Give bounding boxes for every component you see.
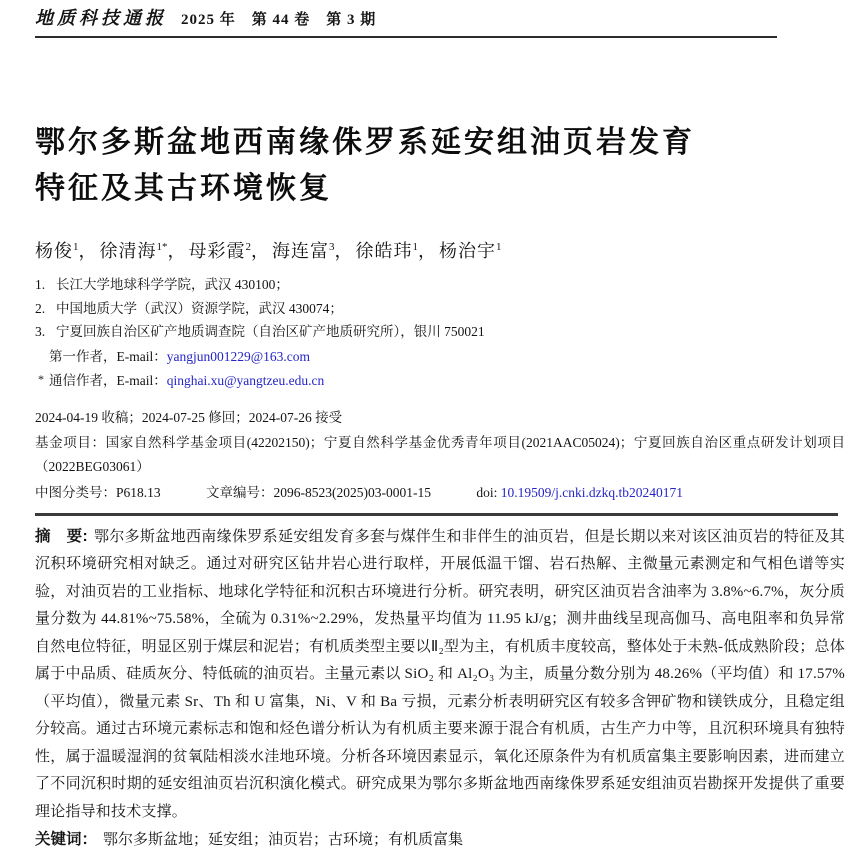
first-author-email-link[interactable]: yangjun001229@163.com <box>166 348 311 364</box>
note-label: 第一作者，E-mail： <box>49 348 167 364</box>
affiliation-number: 2. <box>35 300 46 316</box>
author-affil-mark: 2 <box>245 241 251 253</box>
affiliation-text: 宁夏回族自治区矿产地质调查院（自治区矿产地质研究所），银川 750021 <box>56 324 485 339</box>
funding-statement <box>35 431 845 480</box>
author-name: 徐清海 <box>99 241 157 261</box>
doi-link[interactable]: 10.19509/j.cnki.dzkq.tb20240171 <box>500 484 684 500</box>
author-name: 海连富 <box>272 241 329 261</box>
abstract-text: 鄂尔多斯盆地西南缘侏罗系延安组发育多套与煤伴生和非伴生的油页岩，但是长期以来对该区油页岩的特征及其沉积环境研究相对缺乏。通过对研究区钻井岩心进行取样，开展低温干馏、岩石热解、主微量元素测定和气相色谱等实验，对油页岩的工业指标、地球化学特征和沉积古环境进行分析。研究表明，研究区油页岩含油率为 3.8%~6.7%，灰分质量分数为 44.81%~75.58%，全硫为 0.31%~2.29%，发热量平均值为 11.95 kJ/g；测井曲线呈现高伽马、高电阻率和负异常自然电位特征，明显区别于煤层和泥岩；有机质类型主要以Ⅱ₂型为主，有机质丰度较高，整体处于未熟-低成熟阶段；总体属于中品质、硅质灰分、特低硫的油页岩。主量元素以 SiO₂ 和 Al₂O₃ 为主，质量分数分别为 48.26%（平均值）和 17.57%（平均值），微量元素 Sr、Th 和 U 富集，Ni、V 和 Ba 亏损，元素分析表明研究区有较多含钾矿物和镁铁成分，且稳定组分较高。通过古环境元素标志和饱和烃色谱分析认为有机质主要来源于混合有机质，古生产力中等，且沉积环境具有独特性，属于温暖湿润的贫氧陆相淡水洼地环境。分析各环境因素显示，氧化还原条件为有机质富集主要影响因素，进而建立了不同沉积时期的延安组油页岩沉积演化模式。研究成果为鄂尔多斯盆地西南缘侏罗系延安组油页岩勘探开发提供了重要理论指导和技术支撑。 <box>35 528 845 820</box>
author-separator: ， <box>167 241 187 261</box>
author-name: 杨俊 <box>35 241 73 261</box>
affiliation-row <box>35 273 845 297</box>
author-affil-mark: 1 <box>73 241 79 253</box>
note-marker: * <box>38 372 44 386</box>
affiliation-text: 中国地质大学（武汉）资源学院，武汉 430074； <box>56 300 343 316</box>
abstract-label: 摘 要: <box>35 527 88 545</box>
running-head <box>35 6 845 32</box>
doi-label: doi: <box>476 484 501 500</box>
abstract-top-divider <box>35 513 838 516</box>
affiliation-row <box>35 297 845 321</box>
keywords-paragraph <box>35 826 845 849</box>
journal-name: 地质科技通报 <box>35 8 167 28</box>
author <box>100 241 189 261</box>
doi <box>476 485 683 500</box>
article-title-line2: 特征及其古环境恢复 <box>35 172 332 205</box>
author <box>439 241 502 261</box>
affiliation-number: 1. <box>35 277 46 292</box>
article-title-line1: 鄂尔多斯盆地西南缘侏罗系延安组油页岩发育 <box>35 126 695 159</box>
corresponding-author-note <box>38 368 845 393</box>
funding-text: 国家自然科学基金项目(42202150)；宁夏自然科学基金优秀青年项目(2021AAC05024)；宁夏回族自治区重点研发计划项目（2022BEG03061） <box>35 434 846 474</box>
keywords-label: 关键词： <box>35 831 98 848</box>
author-separator: ， <box>78 241 98 261</box>
keywords-text: 鄂尔多斯盆地；延安组；油页岩；古环境；有机质富集 <box>103 832 464 848</box>
author-affil-mark: 1 <box>496 241 502 253</box>
affiliation-list <box>35 273 845 344</box>
article-id <box>206 485 431 500</box>
article-title <box>35 120 845 212</box>
article-id-label: 文章编号： <box>206 484 274 500</box>
author-separator: ， <box>418 241 437 261</box>
author <box>35 241 100 261</box>
funding-label: 基金项目： <box>35 434 106 450</box>
author-notes <box>35 345 845 393</box>
clc-number <box>35 485 161 500</box>
clc-label: 中图分类号： <box>35 484 116 500</box>
author-list <box>35 234 845 264</box>
author <box>272 241 356 261</box>
note-label: 通信作者，E-mail： <box>49 373 167 388</box>
affiliation-text: 长江大学地球科学学院，武汉 430100； <box>56 277 289 292</box>
affiliation-number: 3. <box>35 324 46 339</box>
author-name: 杨治宇 <box>439 241 496 261</box>
corresponding-author-email-link[interactable]: qinghai.xu@yangtzeu.edu.cn <box>166 373 325 388</box>
first-author-note <box>38 345 845 369</box>
author-affil-mark: 1* <box>156 241 168 253</box>
issue-info: 2025 年 第 44 卷 第 3 期 <box>181 12 377 28</box>
author <box>189 241 273 261</box>
header-divider <box>35 36 777 38</box>
author-separator: ， <box>251 241 270 261</box>
abstract-paragraph <box>35 523 845 827</box>
author-affil-mark: 3 <box>329 241 335 253</box>
author-name: 母彩霞 <box>188 241 246 261</box>
affiliation-row <box>35 320 845 344</box>
clc-value: P618.13 <box>116 484 161 500</box>
article-meta-row <box>35 483 845 503</box>
author-affil-mark: 1 <box>412 241 418 253</box>
author-name: 徐皓玮 <box>355 241 413 261</box>
article-id-value: 2096-8523(2025)03-0001-15 <box>273 484 431 500</box>
received-revised-accepted: 2024-04-19 收稿；2024-07-25 修回；2024-07-26 接受 <box>35 409 343 425</box>
author <box>356 241 440 261</box>
author-separator: ， <box>334 241 354 261</box>
